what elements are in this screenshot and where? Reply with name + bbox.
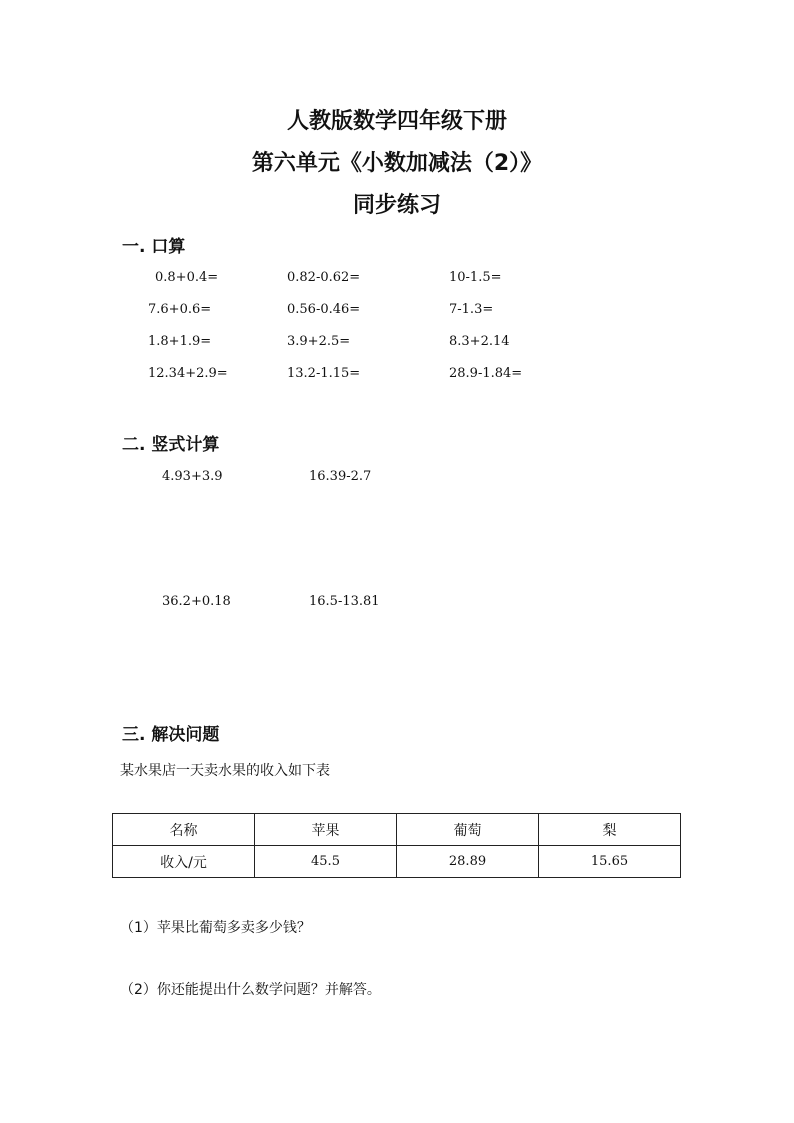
table-header-cell: 葡萄: [397, 814, 539, 846]
table-cell: 45.5: [255, 846, 397, 878]
section-heading-vertical: 二. 竖式计算: [122, 435, 220, 455]
oral-item: 13.2-1.15=: [287, 366, 361, 381]
title-line-3: 同步练习: [352, 193, 441, 218]
vertical-calc-item: 4.93+3.9: [162, 469, 223, 484]
vertical-calc-item: 16.39-2.7: [309, 469, 372, 484]
oral-item: 3.9+2.5=: [287, 334, 351, 349]
section-heading-problems: 三. 解决问题: [122, 725, 220, 745]
table-cell: 收入/元: [113, 846, 255, 878]
table-row: [113, 814, 681, 846]
oral-item: 7.6+0.6=: [148, 302, 212, 317]
oral-item: 12.34+2.9=: [148, 366, 228, 381]
table-header-cell: 梨: [539, 814, 681, 846]
oral-item: 8.3+2.14: [449, 334, 510, 349]
table-cell: 15.65: [539, 846, 681, 878]
question-1: （1）苹果比葡萄多卖多少钱？: [120, 920, 311, 936]
oral-item: 0.8+0.4=: [155, 270, 219, 285]
oral-item: 0.56-0.46=: [287, 302, 361, 317]
table-header-cell: 苹果: [255, 814, 397, 846]
problem-intro: 某水果店一天卖水果的收入如下表: [120, 763, 330, 779]
income-table: [112, 813, 681, 878]
title-line-1: 人教版数学四年级下册: [286, 109, 507, 134]
vertical-calc-item: 16.5-13.81: [309, 594, 380, 609]
oral-item: 7-1.3=: [449, 302, 494, 317]
oral-item: 10-1.5=: [449, 270, 502, 285]
oral-item: 28.9-1.84=: [449, 366, 523, 381]
section-heading-oral: 一. 口算: [122, 237, 186, 257]
oral-item: 1.8+1.9=: [148, 334, 212, 349]
vertical-calc-item: 36.2+0.18: [162, 594, 231, 609]
table-header-cell: 名称: [113, 814, 255, 846]
question-2: （2）你还能提出什么数学问题？并解答。: [120, 982, 381, 998]
title-line-2: 第六单元《小数加减法（2）》: [251, 151, 543, 176]
table-cell: 28.89: [397, 846, 539, 878]
table-row: [113, 846, 681, 878]
oral-item: 0.82-0.62=: [287, 270, 361, 285]
